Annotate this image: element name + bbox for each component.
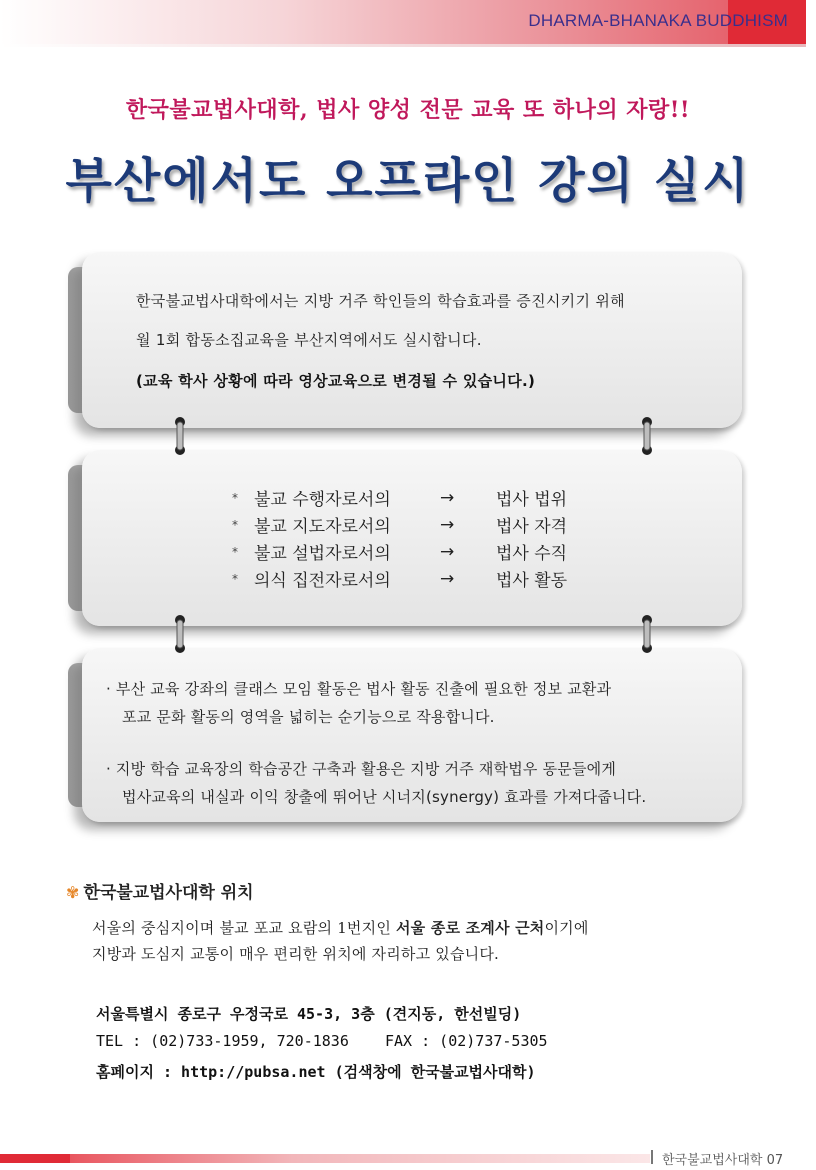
binder-ring-icon bbox=[173, 416, 187, 456]
subtitle: 한국불교법사대학, 법사 양성 전문 교육 또 하나의 자랑!! bbox=[125, 97, 691, 123]
role-label: 불교 지도자로서의 bbox=[254, 517, 391, 537]
location-text-part: 이기에 bbox=[544, 919, 589, 937]
card-fold bbox=[68, 663, 88, 807]
location-description-1 bbox=[92, 917, 589, 938]
footer-divider bbox=[651, 1150, 653, 1164]
binder-ring-icon bbox=[173, 614, 187, 654]
role-label: 불교 설법자로서의 bbox=[254, 544, 391, 564]
list-item bbox=[232, 484, 567, 511]
header-brand: DHARMA-BHANAKA BUDDHISM bbox=[528, 11, 788, 30]
list-item bbox=[232, 511, 567, 538]
asterisk-icon: * bbox=[232, 490, 238, 505]
role-label: 불교 수행자로서의 bbox=[254, 490, 391, 510]
binder-ring-icon bbox=[640, 614, 654, 654]
list-item bbox=[232, 565, 567, 592]
address: 서울특별시 종로구 우정국로 45-3, 3층 (견지동, 한선빌딩) bbox=[96, 1005, 522, 1023]
location-text-part: 서울의 중심지이며 불교 포교 요람의 1번지인 bbox=[92, 919, 396, 937]
flower-icon: ✾ bbox=[66, 883, 80, 902]
card-fold bbox=[68, 465, 88, 611]
footer-bar bbox=[0, 1154, 650, 1163]
page-number: 한국불교법사대학 07 bbox=[662, 1153, 784, 1168]
list-item bbox=[232, 538, 567, 565]
roles-list bbox=[232, 484, 567, 592]
card-fold bbox=[68, 267, 88, 413]
contact-phone: TEL : (02)733-1959, 720-1836 FAX : (02)737-5305 bbox=[96, 1032, 548, 1050]
benefit-2-line-1: · 지방 학습 교육장의 학습공간 구축과 활용은 지방 거주 재학법우 동문들에게 bbox=[106, 760, 617, 778]
binder-ring-icon bbox=[640, 416, 654, 456]
benefit-2-line-2: 법사교육의 내실과 이익 창출에 뛰어난 시너지(synergy) 효과를 가져다줍니다. bbox=[122, 788, 647, 806]
footer-accent bbox=[0, 1154, 70, 1163]
role-result: 법사 법위 bbox=[496, 490, 568, 510]
header-shadow bbox=[0, 44, 806, 47]
role-result: 법사 활동 bbox=[496, 571, 568, 591]
benefit-1-line-2: 포교 문화 활동의 영역을 넓히는 순기능으로 작용합니다. bbox=[122, 708, 495, 726]
benefit-1-line-1: · 부산 교육 강좌의 클래스 모임 활동은 법사 활동 진출에 필요한 정보 교환과 bbox=[106, 680, 612, 698]
asterisk-icon: * bbox=[232, 544, 238, 559]
arrow-right-icon: → bbox=[440, 514, 455, 535]
roles-card bbox=[82, 450, 742, 626]
intro-card bbox=[82, 252, 742, 428]
location-heading-text: 한국불교법사대학 위치 bbox=[83, 883, 254, 903]
location-heading bbox=[66, 878, 254, 903]
homepage-link[interactable]: 홈페이지 : http://pubsa.net (검색창에 한국불교법사대학) bbox=[96, 1063, 536, 1081]
intro-line-1: 한국불교법사대학에서는 지방 거주 학인들의 학습효과를 증진시키기 위해 bbox=[136, 292, 625, 310]
arrow-right-icon: → bbox=[440, 541, 455, 562]
arrow-right-icon: → bbox=[440, 487, 455, 508]
intro-line-2: 월 1회 합동소집교육을 부산지역에서도 실시합니다. bbox=[136, 331, 482, 349]
location-description-2: 지방과 도심지 교통이 매우 편리한 위치에 자리하고 있습니다. bbox=[92, 945, 499, 963]
asterisk-icon: * bbox=[232, 571, 238, 586]
role-result: 법사 수직 bbox=[496, 544, 568, 564]
asterisk-icon: * bbox=[232, 517, 238, 532]
location-highlight: 서울 종로 조계사 근처 bbox=[395, 919, 545, 937]
benefits-card bbox=[82, 648, 742, 822]
intro-note: (교육 학사 상황에 따라 영상교육으로 변경될 수 있습니다.) bbox=[136, 372, 536, 390]
role-result: 법사 자격 bbox=[496, 517, 568, 537]
page-title: 부산에서도 오프라인 강의 실시 bbox=[65, 153, 751, 209]
role-label: 의식 집전자로서의 bbox=[254, 571, 391, 591]
arrow-right-icon: → bbox=[440, 568, 455, 589]
